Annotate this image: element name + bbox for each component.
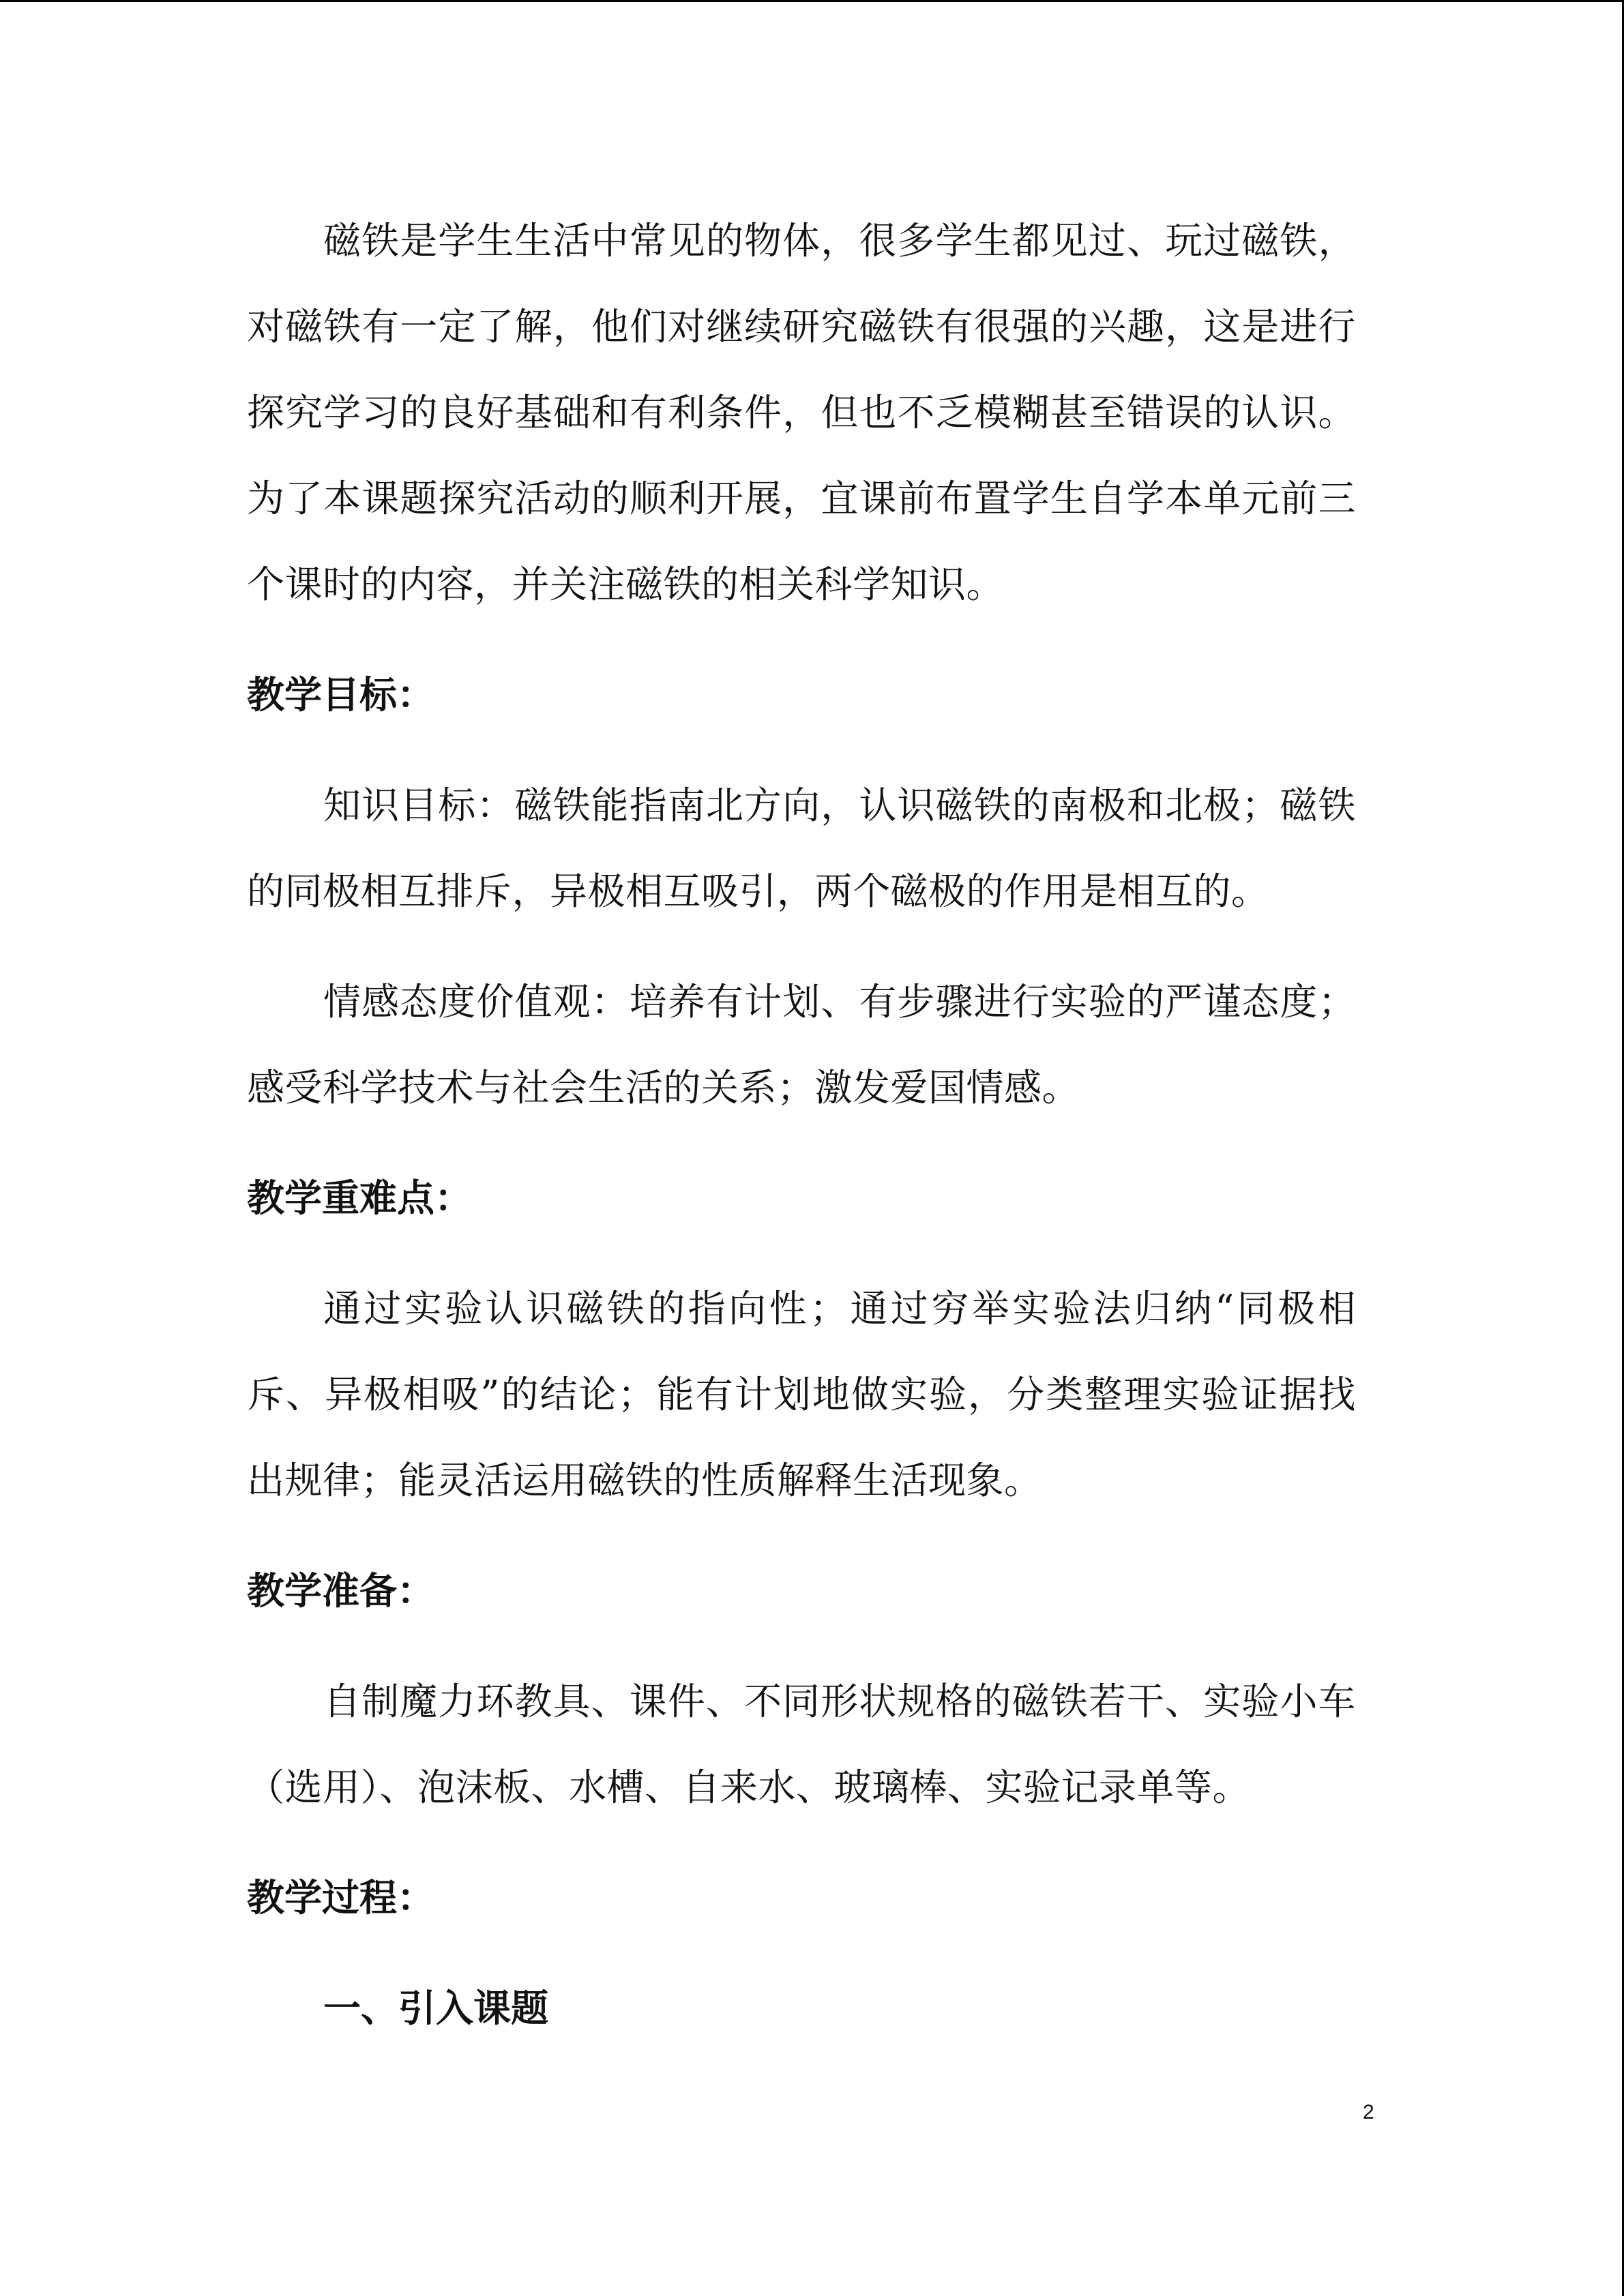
key-points-heading: 教学重难点： [247, 1176, 473, 1220]
page-top-border [0, 0, 1624, 2]
preparation-paragraph: 自制魔力环教具、课件、不同形状规格的磁铁若干、实验小车（选用）、泡沫板、水槽、自来水、玻璃棒、实验记录单等。 [247, 1680, 1356, 1809]
preparation-heading: 教学准备： [247, 1568, 435, 1613]
goals-heading: 教学目标： [247, 672, 435, 717]
goal-knowledge-paragraph: 知识目标：磁铁能指南北方向，认识磁铁的南极和北极；磁铁的同极相互排斥，异极相互吸引，两个磁极的作用是相互的。 [247, 784, 1356, 913]
intro-paragraph: 磁铁是学生生活中常见的物体，很多学生都见过、玩过磁铁，对磁铁有一定了解，他们对继续研究磁铁有很强的兴趣，这是进行探究学习的良好基础和有利条件，但也不乏模糊甚至错误的认识。为了本课题探究活动的顺利开展，宜课前布置学生自学本单元前三个课时的内容，并关注磁铁的相关科学知识。 [247, 219, 1356, 606]
page-number: 2 [1363, 2101, 1374, 2123]
document-body [247, 198, 1356, 2051]
process-heading: 教学过程： [247, 1875, 435, 1920]
goal-attitude-paragraph: 情感态度价值观：培养有计划、有步骤进行实验的严谨态度；感受科学技术与社会生活的关系；激发爱国情感。 [247, 980, 1356, 1109]
key-points-paragraph: 通过实验认识磁铁的指向性；通过穷举实验法归纳“同极相斥、异极相吸”的结论；能有计划地做实验，分类整理实验证据找出规律；能灵活运用磁铁的性质解释生活现象。 [247, 1287, 1356, 1502]
section-one-title: 一、引入课题 [323, 1986, 549, 2030]
